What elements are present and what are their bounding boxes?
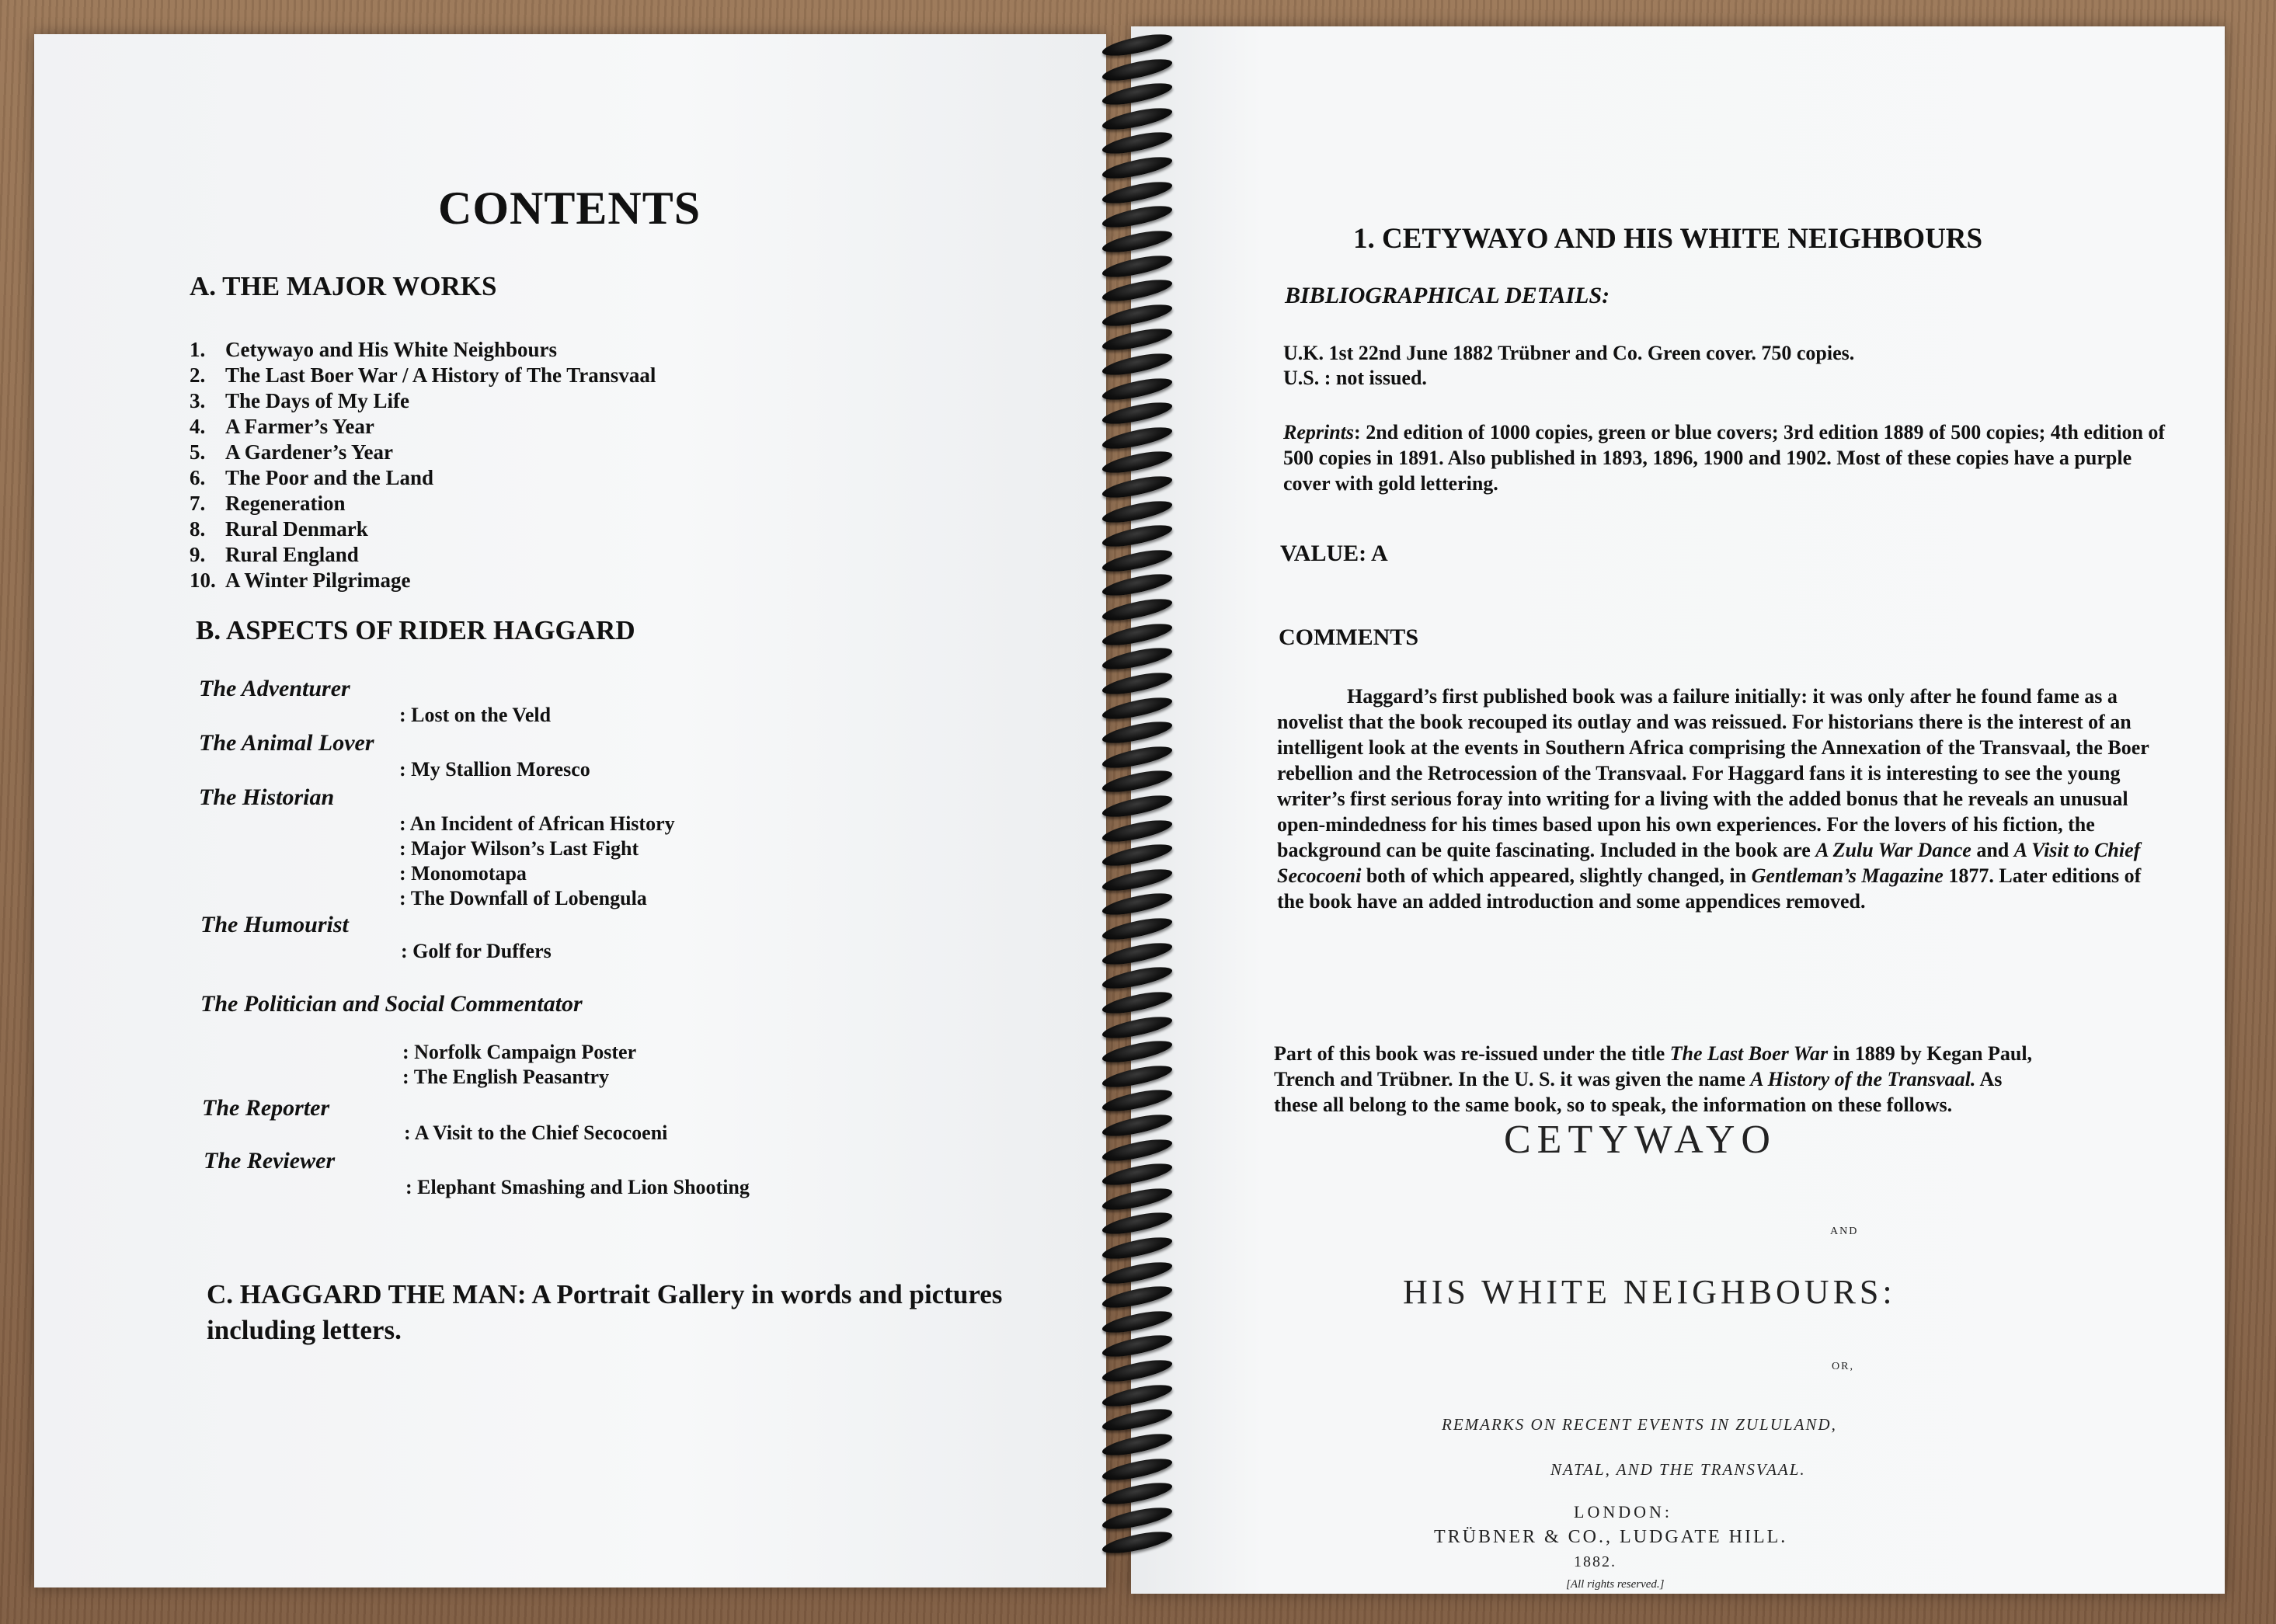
spiral-coil xyxy=(1101,1307,1174,1337)
page-title: CONTENTS xyxy=(438,183,701,234)
reissue-paragraph: Part of this book was re-issued under the title The Last Boer War in 1889 by Kegan Paul, Trench and Trübner. In the U. S. it was given the name A History of the Transvaal. As these all belong to the same book, so to speak, the information on these follows. xyxy=(1274,1042,2033,1116)
spiral-coil xyxy=(1101,1184,1174,1214)
spiral-coil xyxy=(1101,1160,1174,1190)
aspect-work: : Lost on the Veld xyxy=(399,704,552,726)
list-item: 5. A Gardener’s Year xyxy=(190,440,393,464)
list-item: 10. A Winter Pilgrimage xyxy=(190,569,411,592)
spiral-coil xyxy=(1101,103,1174,134)
spiral-coil xyxy=(1101,423,1174,453)
comments-heading: COMMENTS xyxy=(1279,624,1418,650)
list-item: 3. The Days of My Life xyxy=(190,389,409,412)
spiral-coil xyxy=(1101,914,1174,944)
aspect-role: The Reviewer xyxy=(204,1148,336,1174)
aspect-role: The Animal Lover xyxy=(199,730,374,756)
spiral-coil xyxy=(1101,1135,1174,1165)
aspect-work: : The English Peasantry xyxy=(402,1066,610,1088)
aspect-work: : A Visit to the Chief Secocoeni xyxy=(404,1121,668,1144)
spiral-coil xyxy=(1101,251,1174,281)
spiral-coil xyxy=(1101,1111,1174,1141)
spiral-coil xyxy=(1101,349,1174,380)
spiral-coil xyxy=(1101,79,1174,110)
spiral-coil xyxy=(1101,30,1174,61)
spiral-coil xyxy=(1101,791,1174,822)
spiral-coil xyxy=(1101,570,1174,600)
title-page-natal: NATAL, AND THE TRANSVAAL. xyxy=(1550,1460,1806,1479)
spiral-coil xyxy=(1101,1430,1174,1460)
title-page-and: AND xyxy=(1830,1226,1859,1237)
spiral-coil xyxy=(1101,1061,1174,1091)
spiral-coil xyxy=(1101,398,1174,429)
spiral-coil xyxy=(1101,815,1174,846)
spiral-coil xyxy=(1101,202,1174,232)
spiral-coil xyxy=(1101,864,1174,895)
spiral-coil xyxy=(1101,742,1174,772)
title-page-or: OR, xyxy=(1832,1361,1854,1372)
list-item: 8. Rural Denmark xyxy=(190,517,368,541)
spiral-coil xyxy=(1101,1037,1174,1067)
value-rating: VALUE: A xyxy=(1280,541,1388,566)
spiral-coil xyxy=(1101,619,1174,649)
reprints-paragraph: Reprints: 2nd edition of 1000 copies, green or blue covers; 3rd edition 1889 of 500 copies; 4th edition of 500 copies in 1891. Also published in 1893, 1896, 1900 and 1902. Most of these copies have a purple cover with gold lettering. xyxy=(1283,421,2166,495)
spiral-coil xyxy=(1101,325,1174,355)
chapter-title: 1. CETYWAYO AND HIS WHITE NEIGHBOURS xyxy=(1353,223,1983,255)
spiral-coil xyxy=(1101,300,1174,330)
aspect-work: : Monomotapa xyxy=(399,862,527,885)
right-page xyxy=(1131,26,2225,1594)
spiral-coil xyxy=(1101,988,1174,1018)
spiral-coil xyxy=(1101,1282,1174,1313)
spiral-coil xyxy=(1101,54,1174,85)
spiral-coil xyxy=(1101,521,1174,551)
list-item: 9. Rural England xyxy=(190,543,359,566)
spiral-coil xyxy=(1101,1454,1174,1484)
spiral-coil xyxy=(1101,963,1174,993)
title-page-remarks: REMARKS ON RECENT EVENTS IN ZULULAND, xyxy=(1442,1415,1837,1434)
aspect-work: : Elephant Smashing and Lion Shooting xyxy=(405,1176,750,1198)
spiral-coil xyxy=(1101,693,1174,723)
spiral-coil xyxy=(1101,1503,1174,1533)
title-page-year: 1882. xyxy=(1574,1553,1617,1570)
aspect-role: The Historian xyxy=(199,784,335,810)
title-page-title: CETYWAYO xyxy=(1504,1118,1777,1162)
spiral-coil xyxy=(1101,1012,1174,1042)
spiral-coil xyxy=(1101,1380,1174,1410)
spiral-coil xyxy=(1101,718,1174,748)
list-item: 6. The Poor and the Land xyxy=(190,466,434,489)
left-page xyxy=(34,34,1106,1587)
spiral-coil xyxy=(1101,669,1174,699)
spiral-coil xyxy=(1101,889,1174,920)
spiral-coil xyxy=(1101,276,1174,306)
spiral-coil xyxy=(1101,1356,1174,1386)
aspect-role: The Reporter xyxy=(202,1095,330,1121)
spiral-coil xyxy=(1101,1479,1174,1509)
title-page-london: LONDON: xyxy=(1574,1502,1672,1521)
uk-edition-line: U.K. 1st 22nd June 1882 Trübner and Co. Green cover. 750 copies. xyxy=(1283,342,1855,364)
reprints-label: Reprints xyxy=(1283,421,1355,443)
spiral-coil xyxy=(1101,840,1174,871)
spiral-coil xyxy=(1101,595,1174,625)
aspect-work: : Norfolk Campaign Poster xyxy=(402,1041,637,1063)
list-item: 7. Regeneration xyxy=(190,492,346,515)
title-page-subtitle: HIS WHITE NEIGHBOURS: xyxy=(1403,1273,1896,1311)
aspect-work: : My Stallion Moresco xyxy=(399,758,590,781)
spiral-coil xyxy=(1101,938,1174,968)
spiral-coil xyxy=(1101,177,1174,207)
list-item: 4. A Farmer’s Year xyxy=(190,415,374,438)
section-b-heading: B. ASPECTS OF RIDER HAGGARD xyxy=(196,615,635,645)
section-c-heading: C. HAGGARD THE MAN: A Portrait Gallery in words and pictures including letters. xyxy=(207,1279,1003,1345)
spiral-coil xyxy=(1101,546,1174,576)
title-page-rights: [All rights reserved.] xyxy=(1566,1578,1665,1591)
aspect-role: The Adventurer xyxy=(199,676,350,701)
aspect-role: The Humourist xyxy=(200,912,349,937)
spiral-coil xyxy=(1101,1257,1174,1288)
spiral-coil xyxy=(1101,1233,1174,1264)
spiral-coil xyxy=(1101,374,1174,404)
spiral-coil xyxy=(1101,1528,1174,1558)
bibliographical-heading: BIBLIOGRAPHICAL DETAILS: xyxy=(1285,283,1610,308)
spiral-coil xyxy=(1101,227,1174,257)
list-item: 1. Cetywayo and His White Neighbours xyxy=(190,338,558,361)
spiral-coil xyxy=(1101,1208,1174,1239)
spiral-coil xyxy=(1101,1405,1174,1435)
aspect-work: : An Incident of African History xyxy=(399,812,675,835)
aspect-work: : The Downfall of Lobengula xyxy=(399,887,647,909)
list-item: 2. The Last Boer War / A History of The Transvaal xyxy=(190,363,656,387)
spiral-coil xyxy=(1101,153,1174,183)
aspect-work: : Major Wilson’s Last Fight xyxy=(399,837,639,860)
spiral-coil xyxy=(1101,447,1174,478)
spiral-coil xyxy=(1101,128,1174,158)
us-edition-line: U.S. : not issued. xyxy=(1283,367,1427,389)
spiral-coil xyxy=(1101,472,1174,503)
title-page-publisher: TRÜBNER & CO., LUDGATE HILL. xyxy=(1434,1527,1788,1547)
spiral-coil xyxy=(1101,1331,1174,1361)
aspect-work: : Golf for Duffers xyxy=(401,940,552,962)
comments-paragraph: Haggard’s first published book was a failure initially: it was only after he found fame as a novelist that the book recouped its outlay and was reissued. For historians there is the interest of an intelligent look at the events in Southern Africa comprising the Annexation of the Transvaal, the Boer rebellion and the Retrocession of the Transvaal. For Haggard fans it is interesting to see the young writer’s first serious foray into writing for a living with the added bonus that he reveals an unusual open-mindedness for his times based upon his own experiences. For the lovers of his fiction, the background can be quite fascinating. Included in the book are A Zulu War Dance and A Visit to Chief Secocoeni both of which appeared, slightly changed, in Gentleman’s Magazine 1877. Later editions of the book have an added introduction and some appendices removed. xyxy=(1277,685,2149,913)
spiral-coil xyxy=(1101,644,1174,674)
spiral-coil xyxy=(1101,767,1174,797)
spiral-binding xyxy=(1095,31,1181,1569)
spiral-coil xyxy=(1101,1086,1174,1116)
aspect-role: The Politician and Social Commentator xyxy=(200,991,583,1017)
section-a-heading: A. THE MAJOR WORKS xyxy=(190,271,497,301)
spiral-coil xyxy=(1101,496,1174,527)
major-works-list xyxy=(190,337,656,593)
